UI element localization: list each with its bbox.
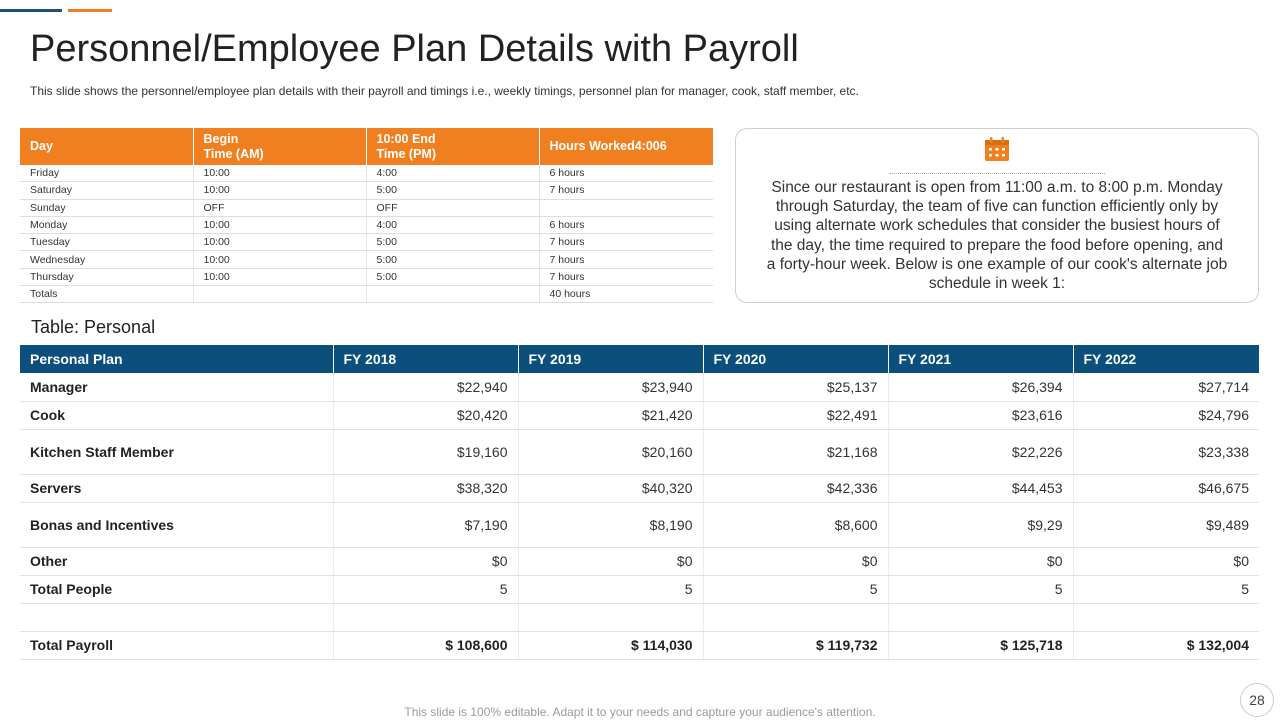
schedule-row xyxy=(20,268,713,285)
payroll-cell: $20,160 xyxy=(518,429,703,474)
payroll-cell: $23,338 xyxy=(1073,429,1259,474)
schedule-cell: 6 hours xyxy=(539,165,713,182)
schedule-cell xyxy=(366,286,539,303)
payroll-cell: $9,29 xyxy=(888,502,1073,547)
payroll-row-label: Total People xyxy=(20,575,333,603)
schedule-header-row xyxy=(20,128,713,165)
schedule-cell: 6 hours xyxy=(539,216,713,233)
schedule-cell xyxy=(539,199,713,216)
section-title: Table: Personal xyxy=(31,317,156,337)
schedule-row xyxy=(20,286,713,303)
payroll-cell: $22,940 xyxy=(333,373,518,401)
schedule-header-cell: Begin Time (AM) xyxy=(193,128,366,165)
schedule-cell: 10:00 xyxy=(193,251,366,268)
payroll-cell: $26,394 xyxy=(888,373,1073,401)
payroll-header-cell: FY 2019 xyxy=(518,345,703,373)
payroll-header-cell: FY 2021 xyxy=(888,345,1073,373)
payroll-cell: $0 xyxy=(518,547,703,575)
schedule-cell: 10:00 xyxy=(193,234,366,251)
payroll-cell: $8,600 xyxy=(703,502,888,547)
payroll-header-cell: Personal Plan xyxy=(20,345,333,373)
schedule-row xyxy=(20,199,713,216)
payroll-row-label: Kitchen Staff Member xyxy=(20,429,333,474)
accent-bar-orange xyxy=(68,9,112,12)
payroll-spacer-row xyxy=(20,603,1259,631)
schedule-cell: 40 hours xyxy=(539,286,713,303)
payroll-cell: $ 125,718 xyxy=(888,631,1073,659)
schedule-cell: 10:00 xyxy=(193,268,366,285)
payroll-cell: 5 xyxy=(888,575,1073,603)
schedule-cell: 7 hours xyxy=(539,234,713,251)
calendar-icon xyxy=(983,135,1011,163)
schedule-header-cell: 10:00 End Time (PM) xyxy=(366,128,539,165)
payroll-row-label: Manager xyxy=(20,373,333,401)
schedule-cell: 10:00 xyxy=(193,165,366,182)
footer-note: This slide is 100% editable. Adapt it to your needs and capture your audience's attention. xyxy=(404,705,876,719)
schedule-row xyxy=(20,216,713,233)
payroll-cell: 5 xyxy=(1073,575,1259,603)
payroll-cell: $23,616 xyxy=(888,401,1073,429)
payroll-cell xyxy=(703,603,888,631)
payroll-row-label: Servers xyxy=(20,474,333,502)
schedule-cell: Sunday xyxy=(20,199,193,216)
schedule-cell: Totals xyxy=(20,286,193,303)
schedule-cell: Saturday xyxy=(20,182,193,199)
schedule-cell: OFF xyxy=(193,199,366,216)
payroll-row-label: Bonas and Incentives xyxy=(20,502,333,547)
payroll-cell: $ 108,600 xyxy=(333,631,518,659)
payroll-cell: $46,675 xyxy=(1073,474,1259,502)
payroll-cell xyxy=(333,603,518,631)
schedule-cell: 5:00 xyxy=(366,251,539,268)
schedule-cell: 7 hours xyxy=(539,268,713,285)
schedule-cell: 4:00 xyxy=(366,165,539,182)
payroll-cell: $9,489 xyxy=(1073,502,1259,547)
payroll-row-label: Other xyxy=(20,547,333,575)
schedule-cell: 10:00 xyxy=(193,182,366,199)
payroll-row xyxy=(20,547,1259,575)
schedule-header-cell: Day xyxy=(20,128,193,165)
payroll-row xyxy=(20,401,1259,429)
payroll-cell: $40,320 xyxy=(518,474,703,502)
payroll-cell: 5 xyxy=(518,575,703,603)
payroll-row xyxy=(20,373,1259,401)
schedule-row xyxy=(20,234,713,251)
payroll-cell xyxy=(1073,603,1259,631)
info-text: Since our restaurant is open from 11:00 a.m. to 8:00 p.m. Monday through Saturday, the team of five can function efficiently only by using alternate work schedules that consider the busiest hours of the day, the time required to prepare the food before opening, and a forty-hour week. Below is one example of our cook's alternate job schedule in week 1: xyxy=(766,179,1228,293)
payroll-header-row xyxy=(20,345,1259,373)
payroll-header-cell: FY 2022 xyxy=(1073,345,1259,373)
schedule-header-cell: Hours Worked4:006 xyxy=(539,128,713,165)
payroll-cell: $8,190 xyxy=(518,502,703,547)
payroll-cell: 5 xyxy=(703,575,888,603)
schedule-row xyxy=(20,251,713,268)
schedule-table xyxy=(20,128,713,303)
payroll-cell: $23,940 xyxy=(518,373,703,401)
schedule-cell: 5:00 xyxy=(366,182,539,199)
schedule-cell: Monday xyxy=(20,216,193,233)
payroll-cell: $22,226 xyxy=(888,429,1073,474)
page-title: Personnel/Employee Plan Details with Payroll xyxy=(30,28,799,70)
schedule-cell: 5:00 xyxy=(366,268,539,285)
schedule-cell: 10:00 xyxy=(193,216,366,233)
payroll-cell xyxy=(20,603,333,631)
payroll-cell: $ 114,030 xyxy=(518,631,703,659)
info-box xyxy=(735,128,1259,303)
payroll-cell: $22,491 xyxy=(703,401,888,429)
payroll-cell: $ 119,732 xyxy=(703,631,888,659)
payroll-cell: $42,336 xyxy=(703,474,888,502)
schedule-cell: Friday xyxy=(20,165,193,182)
payroll-cell: $19,160 xyxy=(333,429,518,474)
payroll-cell xyxy=(888,603,1073,631)
payroll-cell: $27,714 xyxy=(1073,373,1259,401)
payroll-total-row xyxy=(20,631,1259,659)
payroll-header-cell: FY 2020 xyxy=(703,345,888,373)
schedule-cell: OFF xyxy=(366,199,539,216)
payroll-cell: $38,320 xyxy=(333,474,518,502)
payroll-row-label: Total Payroll xyxy=(20,631,333,659)
schedule-cell: Wednesday xyxy=(20,251,193,268)
payroll-cell: $0 xyxy=(888,547,1073,575)
schedule-row xyxy=(20,182,713,199)
payroll-cell: $25,137 xyxy=(703,373,888,401)
schedule-cell: 4:00 xyxy=(366,216,539,233)
payroll-row-label: Cook xyxy=(20,401,333,429)
payroll-cell: $20,420 xyxy=(333,401,518,429)
payroll-row xyxy=(20,502,1259,547)
schedule-cell: 5:00 xyxy=(366,234,539,251)
payroll-cell: 5 xyxy=(333,575,518,603)
schedule-cell: 7 hours xyxy=(539,251,713,268)
payroll-row xyxy=(20,575,1259,603)
payroll-cell: $0 xyxy=(1073,547,1259,575)
schedule-cell: 7 hours xyxy=(539,182,713,199)
payroll-cell: $ 132,004 xyxy=(1073,631,1259,659)
schedule-row xyxy=(20,165,713,182)
payroll-cell: $0 xyxy=(703,547,888,575)
payroll-cell: $0 xyxy=(333,547,518,575)
accent-bar-blue xyxy=(0,9,62,12)
payroll-cell: $44,453 xyxy=(888,474,1073,502)
payroll-cell: $24,796 xyxy=(1073,401,1259,429)
schedule-cell: Thursday xyxy=(20,268,193,285)
schedule-cell xyxy=(193,286,366,303)
payroll-header-cell: FY 2018 xyxy=(333,345,518,373)
payroll-cell: $21,168 xyxy=(703,429,888,474)
payroll-cell: $21,420 xyxy=(518,401,703,429)
payroll-cell xyxy=(518,603,703,631)
payroll-cell: $7,190 xyxy=(333,502,518,547)
info-divider xyxy=(889,173,1105,174)
page-subtitle: This slide shows the personnel/employee plan details with their payroll and timings i.e., weekly timings, personnel plan for manager, cook, staff member, etc. xyxy=(30,84,859,98)
payroll-row xyxy=(20,429,1259,474)
payroll-row xyxy=(20,474,1259,502)
schedule-cell: Tuesday xyxy=(20,234,193,251)
page-number: 28 xyxy=(1240,683,1274,717)
payroll-table xyxy=(20,345,1259,660)
